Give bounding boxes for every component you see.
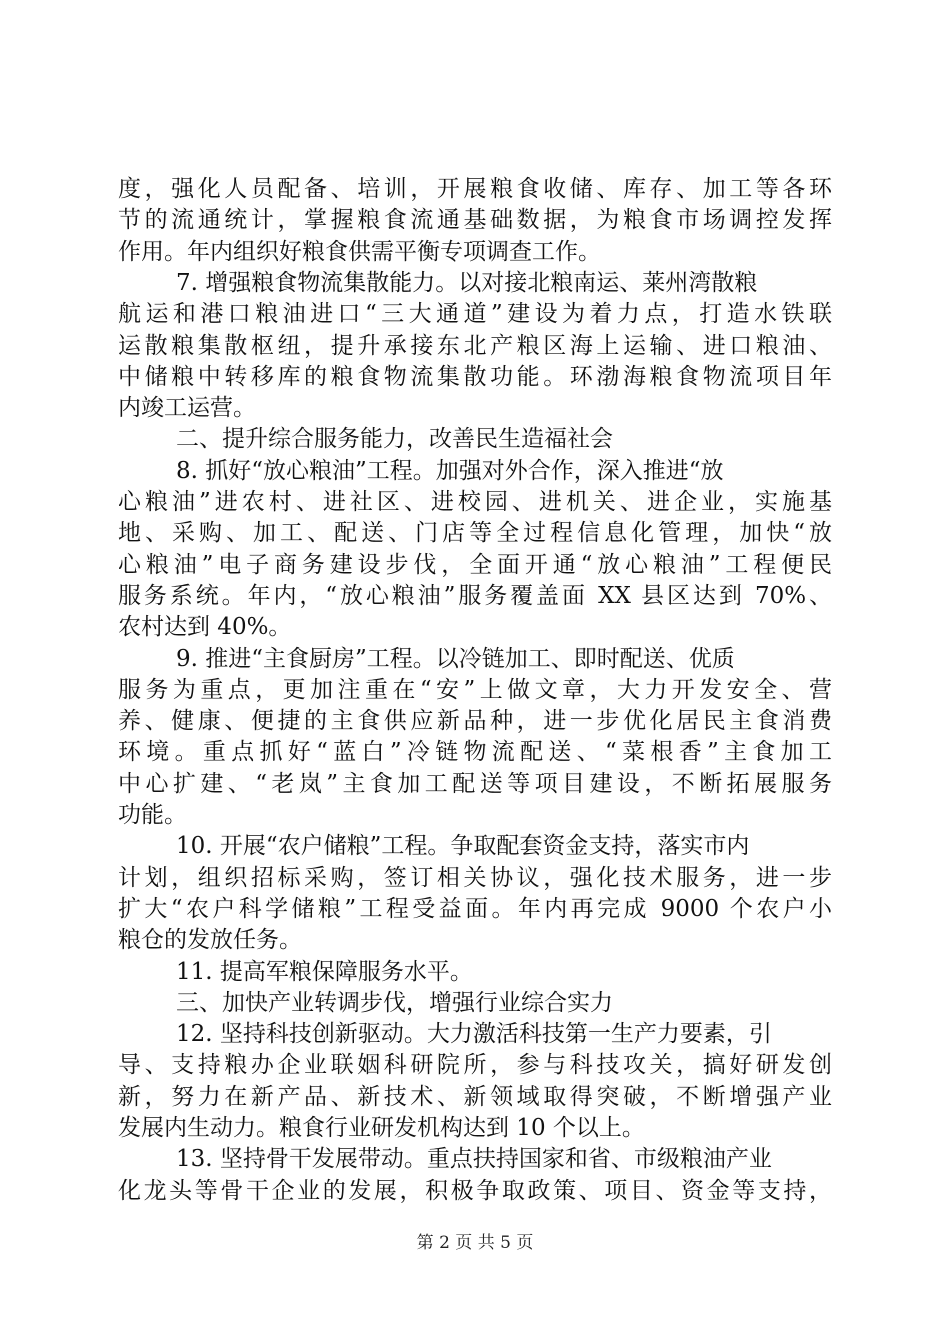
- text-line: 粮仓的发放任务。: [118, 927, 302, 953]
- text-line: 10. 开展“农户储粮”工程。争取配套资金支持，落实市内: [176, 833, 750, 859]
- text-line: 8. 抓好“放心粮油”工程。加强对外合作，深入推进“放: [176, 458, 724, 484]
- text-line: 运散粮集散枢纽，提升承接东北产粮区海上运输、进口粮油、: [118, 333, 832, 359]
- text-line: 作用。年内组织好粮食供需平衡专项调查工作。: [118, 239, 601, 265]
- text-line: 导、支持粮办企业联姻科研院所，参与科技攻关，搞好研发创: [118, 1052, 832, 1078]
- text-line: 地、采购、加工、配送、门店等全过程信息化管理，加快“放: [118, 520, 832, 546]
- page-footer: 第 2 页 共 5 页: [416, 1233, 534, 1253]
- text-line: 心粮油”电子商务建设步伐，全面开通“放心粮油”工程便民: [118, 552, 832, 578]
- text-line: 扩大“农户科学储粮”工程受益面。年内再完成 9000 个农户小: [118, 896, 832, 922]
- text-line: 发展内生动力。粮食行业研发机构达到 10 个以上。: [118, 1115, 645, 1141]
- text-line: 11. 提高军粮保障服务水平。: [176, 959, 473, 985]
- text-line: 度，强化人员配备、培训，开展粮食收储、库存、加工等各环: [118, 176, 832, 202]
- text-line: 环境。重点抓好“蓝白”冷链物流配送、“菜根香”主食加工: [118, 739, 832, 765]
- text-line: 功能。: [118, 802, 187, 828]
- text-line: 中储粮中转移库的粮食物流集散功能。环渤海粮食物流项目年: [118, 364, 832, 390]
- text-line: 心粮油”进农村、进社区、进校园、进机关、进企业，实施基: [118, 489, 832, 515]
- text-line: 13. 坚持骨干发展带动。重点扶持国家和省、市级粮油产业: [176, 1146, 772, 1172]
- text-line: 中心扩建、“老岚”主食加工配送等项目建设，不断拓展服务: [118, 771, 832, 797]
- text-line: 服务系统。年内，“放心粮油”服务覆盖面 XX 县区达到 70%、: [118, 583, 832, 609]
- section-heading: 二、提升综合服务能力，改善民生造福社会: [176, 426, 613, 452]
- text-line: 计划，组织招标采购，签订相关协议，强化技术服务，进一步: [118, 865, 832, 891]
- text-line: 节的流通统计，掌握粮食流通基础数据，为粮食市场调控发挥: [118, 207, 832, 233]
- text-line: 12. 坚持科技创新驱动。大力激活科技第一生产力要素，引: [176, 1021, 772, 1047]
- text-line: 化龙头等骨干企业的发展，积极争取政策、项目、资金等支持，: [118, 1178, 832, 1204]
- text-line: 养、健康、便捷的主食供应新品种，进一步优化居民主食消费: [118, 708, 832, 734]
- section-heading: 三、加快产业转调步伐，增强行业综合实力: [176, 990, 613, 1016]
- text-line: 内竣工运营。: [118, 395, 256, 421]
- text-line: 农村达到 40%。: [118, 614, 292, 640]
- text-line: 航运和港口粮油进口“三大通道”建设为着力点，打造水铁联: [118, 301, 832, 327]
- text-line: 7. 增强粮食物流集散能力。以对接北粮南运、莱州湾散粮: [176, 270, 758, 296]
- text-line: 服务为重点，更加注重在“安”上做文章，大力开发安全、营: [118, 677, 832, 703]
- text-line: 新，努力在新产品、新技术、新领域取得突破，不断增强产业: [118, 1084, 832, 1110]
- text-line: 9. 推进“主食厨房”工程。以冷链加工、即时配送、优质: [176, 646, 735, 672]
